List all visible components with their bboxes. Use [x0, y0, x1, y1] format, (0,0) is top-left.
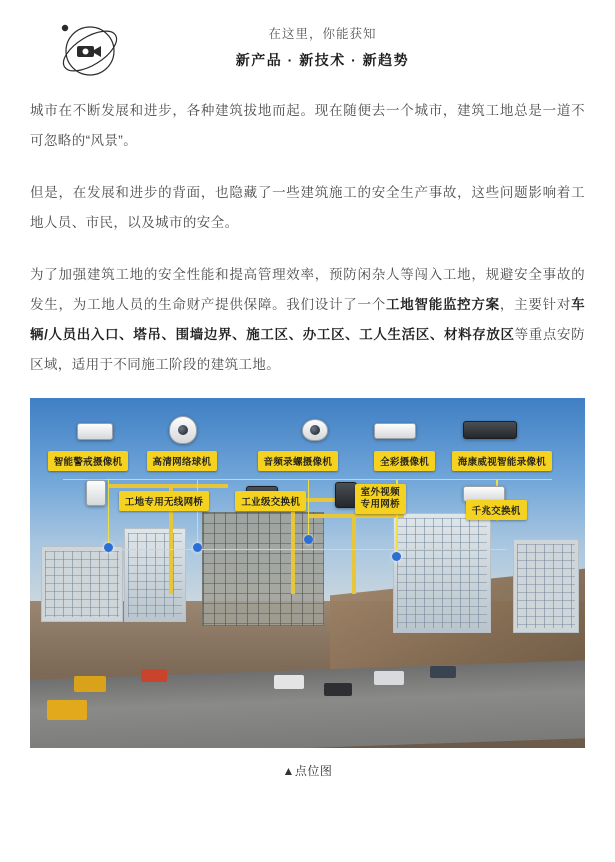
device-nvr-recorder [463, 421, 517, 439]
vehicle-7 [47, 700, 87, 720]
paragraph-3-prefix: 为了加强建筑工地的安全性能和提高管理效率，预防闲杂人等闯入工地，规避安全事故的发生，为工地人员的生命财产提供保障。我们设计了一个 [30, 267, 585, 312]
crane-jib-1 [108, 484, 228, 488]
vehicle-6 [430, 666, 456, 678]
label-chip-8-line2: 专用网桥 [360, 498, 400, 510]
device-bullet-camera-1 [77, 423, 113, 440]
article-header [0, 0, 615, 86]
paragraph-2: 但是，在发展和进步的背面，也隐藏了一些建筑施工的安全生产事故，这些问题影响着工地人员、市民，以及城市的安全。 [30, 185, 585, 230]
label-chip-7: 工业级交换机 [235, 491, 306, 511]
device-outdoor-bridge [335, 482, 357, 508]
figure-caption: ▲点位图 [282, 764, 333, 778]
label-chip-4: 全彩摄像机 [374, 451, 435, 471]
device-dome-camera [302, 419, 328, 441]
figure-block [30, 398, 585, 779]
topology-line-v1 [108, 479, 110, 528]
label-chip-9: 千兆交换机 [466, 500, 527, 520]
label-chip-5: 海康威视智能录像机 [452, 451, 552, 471]
logo-svg [52, 11, 124, 83]
paragraph-3-suffix: 等重点安防区域，适用于不同施工阶段的建筑工地。 [30, 327, 586, 372]
label-chip-1: 智能警戒摄像机 [48, 451, 129, 471]
label-chip-8 [355, 484, 406, 514]
crane-mast-2 [291, 498, 295, 594]
vehicle-2 [141, 669, 167, 682]
device-bullet-camera-2 [374, 423, 416, 439]
topology-line-mid [108, 549, 508, 551]
vehicle-5 [374, 671, 404, 685]
topology-line-v2 [197, 479, 199, 549]
crane-jib-3 [308, 514, 404, 518]
paragraph-3 [30, 260, 585, 380]
vehicle-3 [274, 675, 304, 689]
label-chip-6: 工地专用无线网桥 [119, 491, 209, 511]
label-chip-8-line1: 室外视频 [360, 486, 400, 498]
device-ptz-dome-camera [169, 416, 197, 444]
topology-line-v3 [308, 479, 310, 539]
label-chip-3: 音频录螺摄像机 [258, 451, 339, 471]
device-wireless-bridge [86, 480, 106, 506]
site-layout-photo [30, 398, 585, 748]
vehicle-4 [324, 683, 352, 696]
crane-mast-3 [352, 514, 356, 594]
camera-circle-logo-icon [52, 11, 124, 83]
topology-node-2 [193, 543, 202, 552]
logo-container [28, 11, 148, 83]
building-left [41, 546, 123, 622]
highlight-areas: 车辆/人员出入口、塔吊、围墙边界、施工区、办工区、工人生活区、材料存放区 [30, 297, 586, 342]
highlight-solution: 工地智能监控方案 [385, 297, 500, 312]
paragraph-3-middle: ，主要针对 [499, 297, 572, 312]
building-mid-left [124, 528, 186, 622]
topology-node-3 [304, 535, 313, 544]
article-body [0, 86, 615, 380]
header-subtitle: 新产品 · 新技术 · 新趋势 [235, 52, 410, 68]
paragraph-1: 城市在不断发展和进步，各种建筑拔地而起。现在随便去一个城市，建筑工地总是一道不可忽略的“风景”。 [30, 103, 585, 148]
label-chip-2: 高清网络球机 [147, 451, 218, 471]
header-text-block [148, 24, 587, 70]
topology-node-1 [104, 543, 113, 552]
header-tagline: 在这里，你能获知 [268, 27, 377, 41]
building-under-construction [202, 512, 324, 626]
building-far-right [513, 539, 579, 633]
building-right-tall [393, 513, 491, 633]
vehicle-1 [74, 676, 106, 692]
